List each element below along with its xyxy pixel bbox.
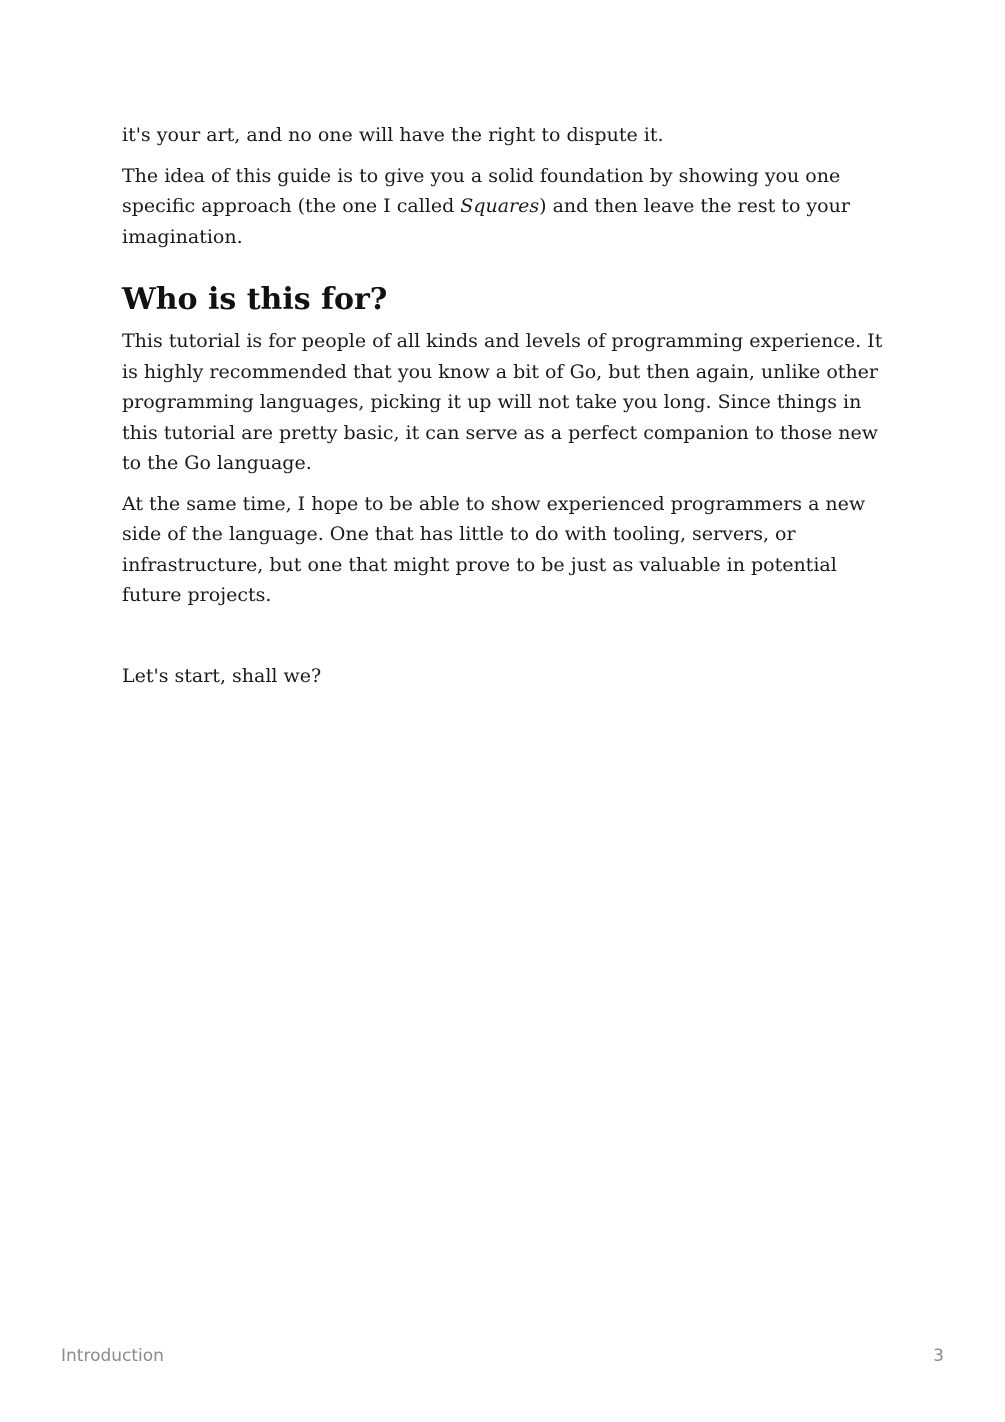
page-content bbox=[122, 120, 887, 691]
paragraph-experienced: At the same time, I hope to be able to show experienced programmers a new side of the language. One that has little to do with tooling, servers, or infrastructure, but one that might prove to be just as valuable in potential future projects. bbox=[122, 492, 866, 606]
paragraph-idea bbox=[122, 161, 887, 253]
section-heading: Who is this for? bbox=[122, 282, 388, 317]
paragraph-idea-end: ) and then leave the rest to your imagination. bbox=[122, 195, 850, 248]
paragraph-start: Let's start, shall we? bbox=[122, 664, 322, 687]
paragraph-idea-start: The idea of this guide is to give you a solid foundation by showing you one specific approach (the one I called bbox=[122, 164, 841, 217]
paragraph-art: it's your art, and no one will have the right to dispute it. bbox=[122, 124, 664, 146]
footer-section-title: Introduction bbox=[61, 1346, 164, 1366]
footer-page-number: 3 bbox=[933, 1346, 944, 1366]
squares-emphasis: Squares bbox=[460, 195, 540, 217]
paragraph-audience: This tutorial is for people of all kinds and levels of programming experience. It is highly recommended that you know a bit of Go, but then again, unlike other programming languages, picking it up will not take you long. Since things in this tutorial are pretty basic, it can serve as a perfect companion to those new to the Go language. bbox=[122, 330, 883, 474]
